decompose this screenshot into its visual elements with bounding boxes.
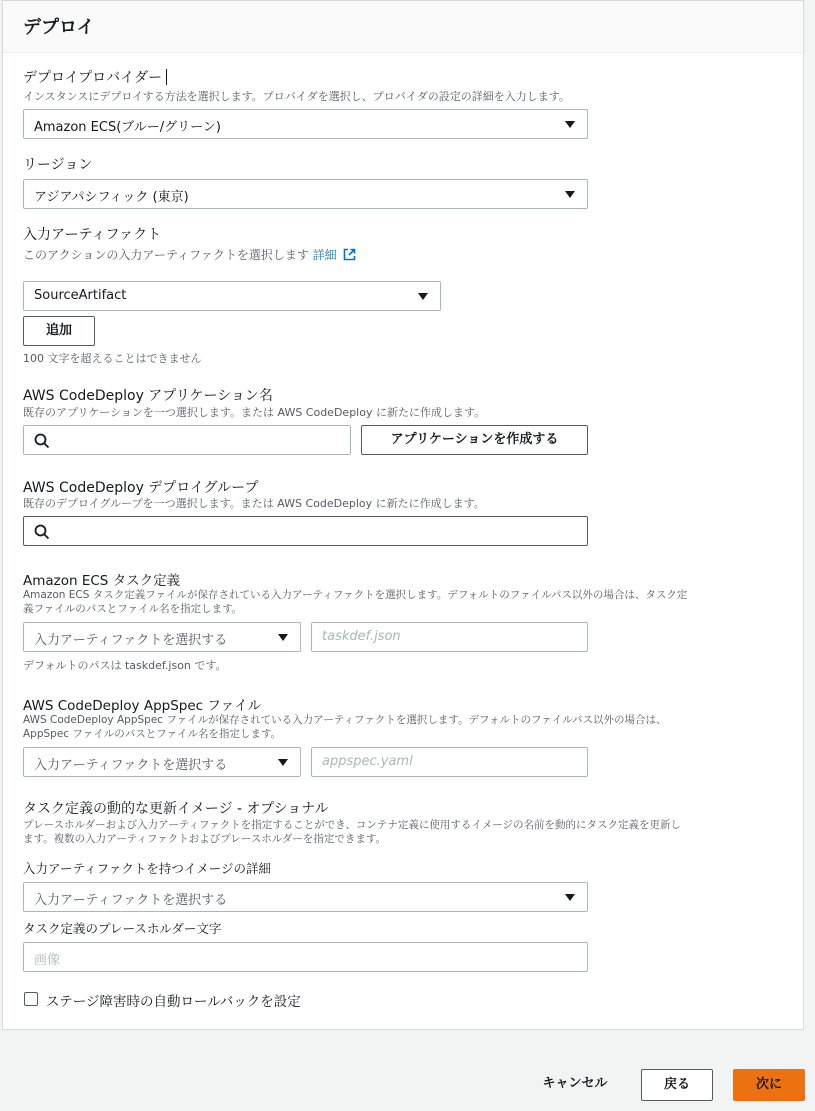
artifact-limit-note: 100 文字を超えることはできません (23, 352, 202, 365)
input-artifact-label: 入力アーティファクト (23, 227, 162, 243)
codedeploy-app-label: AWS CodeDeploy アプリケーション名 (23, 388, 273, 404)
placeholder-text-label: タスク定義のプレースホルダー文字 (23, 921, 222, 936)
create-application-button[interactable]: アプリケーションを作成する (361, 425, 588, 455)
add-artifact-button[interactable]: 追加 (23, 316, 95, 346)
deploy-panel (2, 0, 804, 1030)
search-icon (34, 524, 50, 540)
placeholder-text-input[interactable] (23, 942, 588, 972)
rollback-label[interactable]: ステージ障害時の自動ロールバックを設定 (46, 994, 301, 1010)
task-def-artifact-placeholder: 入力アーティファクトを選択する (34, 633, 228, 648)
task-def-artifact-select[interactable] (23, 622, 301, 652)
codedeploy-group-description: 既存のデプロイグループを一つ選択します。または AWS CodeDeploy に新たに作成します。 (23, 497, 485, 510)
placeholder-text-placeholder: 画像 (34, 953, 61, 968)
task-def-path-input[interactable] (311, 622, 588, 652)
image-details-placeholder: 入力アーティファクトを選択する (34, 893, 228, 908)
deploy-provider-value: Amazon ECS(ブルー/グリーン) (34, 120, 221, 135)
appspec-description: AWS CodeDeploy AppSpec ファイルが保存されている入力アーティファクトを選択します。デフォルトのファイルパス以外の場合は、 AppSpec ファイルのパスとファイル名を指定します。 (23, 714, 667, 740)
caret-down-icon (565, 191, 575, 198)
deploy-provider-description: インスタンスにデプロイする方法を選択します。プロバイダを選択し、プロバイダの設定の詳細を入力します。 (23, 90, 570, 103)
text-cursor (166, 69, 167, 85)
panel-header (3, 1, 803, 53)
codedeploy-app-description: 既存のアプリケーションを一つ選択します。または AWS CodeDeploy に新たに作成します。 (23, 406, 486, 419)
codedeploy-app-search-input[interactable] (23, 425, 351, 455)
region-select[interactable] (23, 179, 588, 209)
details-link[interactable]: 詳細 (312, 248, 337, 262)
codedeploy-group-search-input[interactable] (23, 516, 588, 546)
panel-title: デプロイ (23, 17, 95, 38)
input-artifact-value: SourceArtifact (34, 288, 127, 303)
caret-down-icon (278, 759, 288, 766)
cancel-button[interactable]: キャンセル (542, 1076, 608, 1091)
task-def-label: Amazon ECS タスク定義 (23, 573, 181, 589)
appspec-artifact-select[interactable] (23, 747, 301, 777)
caret-down-icon (418, 293, 428, 300)
codedeploy-group-label: AWS CodeDeploy デプロイグループ (23, 480, 259, 496)
external-link-icon[interactable] (343, 248, 356, 261)
input-artifact-select[interactable] (23, 281, 441, 311)
caret-down-icon (278, 634, 288, 641)
image-details-label: 入力アーティファクトを持つイメージの詳細 (23, 861, 272, 876)
region-label: リージョン (23, 157, 93, 173)
image-details-select[interactable] (23, 882, 588, 912)
task-def-description: Amazon ECS タスク定義ファイルが保存されている入力アーティファクトを選択します。デフォルトのファイルパス以外の場合は、タスク定 義ファイルのパスとファイル名を指定します。 (23, 589, 688, 615)
deploy-provider-label: デプロイプロバイダー (23, 70, 163, 86)
appspec-path-input[interactable] (311, 747, 588, 777)
dynamic-image-label: タスク定義の動的な更新イメージ - オプショナル (23, 801, 329, 817)
deploy-provider-select[interactable] (23, 109, 588, 139)
region-value: アジアパシフィック (東京) (34, 190, 189, 205)
back-button[interactable]: 戻る (641, 1069, 713, 1101)
appspec-artifact-placeholder: 入力アーティファクトを選択する (34, 758, 228, 773)
caret-down-icon (565, 894, 575, 901)
task-def-path-placeholder: taskdef.json (322, 629, 401, 644)
input-artifact-description: このアクションの入力アーティファクトを選択します 詳細 (23, 248, 356, 263)
rollback-checkbox[interactable] (24, 992, 38, 1006)
appspec-path-placeholder: appspec.yaml (322, 754, 413, 769)
task-def-note: デフォルトのパスは taskdef.json です。 (23, 659, 227, 672)
dynamic-image-description: プレースホルダーおよび入力アーティファクトを指定することができ、コンテナ定義に使用するイメージの名前を動的にタスク定義を更新し ます。複数の入力アーティファクトおよびプレースホルダーを指定できます。 (23, 819, 682, 845)
next-button[interactable]: 次に (733, 1069, 805, 1101)
appspec-label: AWS CodeDeploy AppSpec ファイル (23, 698, 262, 714)
caret-down-icon (565, 121, 575, 128)
search-icon (34, 433, 50, 449)
